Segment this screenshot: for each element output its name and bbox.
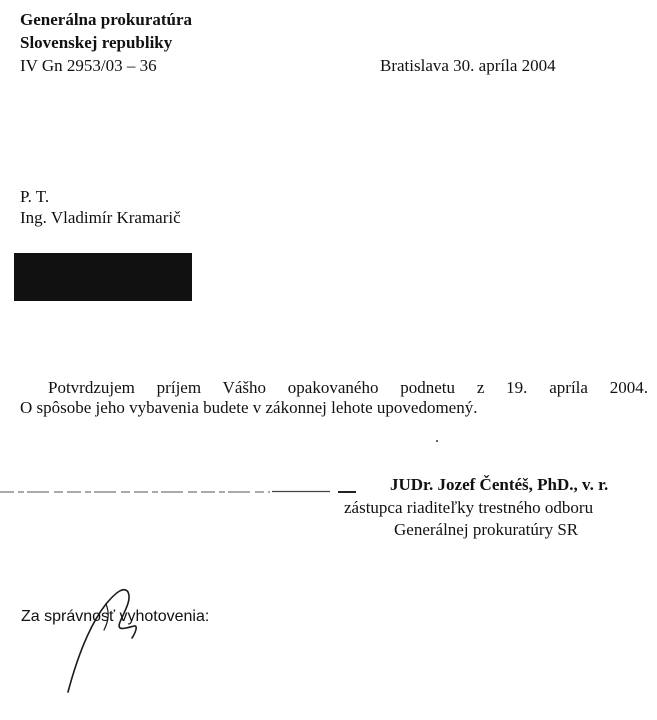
body-line-1: Potvrdzujem príjem Vášho opakovaného podnetu z 19. apríla 2004. <box>48 378 648 397</box>
office-name-line2: Slovenskej republiky <box>20 33 173 52</box>
reference-number: IV Gn 2953/03 – 36 <box>20 56 157 75</box>
certification-label: Za správnosť vyhotovenia: <box>21 608 210 625</box>
scan-dash-line <box>0 490 360 494</box>
recipient-salutation: P. T. <box>20 187 50 206</box>
recipient-name: Ing. Vladimír Kramarič <box>20 208 181 227</box>
sender-name: JUDr. Jozef Čentéš, PhD., v. r. <box>390 475 609 494</box>
handwritten-signature <box>58 582 158 697</box>
sender-role-line2: Generálnej prokuratúry SR <box>394 520 579 539</box>
place-and-date: Bratislava 30. apríla 2004 <box>380 56 556 75</box>
scan-speck <box>436 440 438 442</box>
sender-role-line1: zástupca riaditeľky trestného odboru <box>344 498 594 517</box>
letter-body <box>20 378 648 418</box>
office-name-line1: Generálna prokuratúra <box>20 10 193 29</box>
body-line-2: O spôsobe jeho vybavenia budete v zákonnej lehote upovedomený. <box>20 398 478 417</box>
redacted-address-block <box>14 253 192 301</box>
